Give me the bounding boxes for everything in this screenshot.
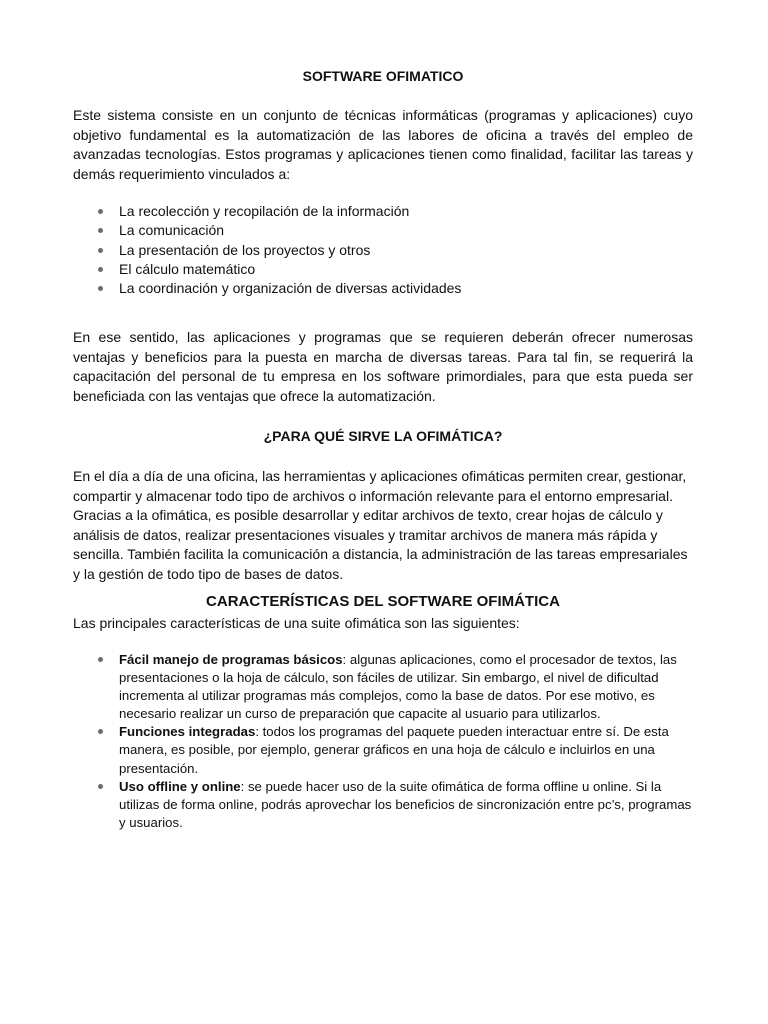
list-item bbox=[73, 723, 693, 777]
list-item: La coordinación y organización de diversas actividades bbox=[73, 279, 693, 298]
section-heading-purpose: ¿PARA QUÉ SIRVE LA OFIMÁTICA? bbox=[263, 428, 503, 445]
feature-term: Fácil manejo de programas básicos bbox=[119, 651, 343, 667]
feature-text: : se puede hacer uso de la suite ofimática de forma offline u online. Si la utilizas de forma online, podrás aprovechar los beneficios de sincronización entre pc’s, programas y usuarios. bbox=[119, 778, 692, 830]
features-list bbox=[73, 651, 693, 832]
purpose-paragraph: En el día a día de una oficina, las herramientas y aplicaciones ofimáticas permiten crear, gestionar, compartir y almacenar todo tipo de archivos o información relevante para el entorno empresarial. Gracias a la ofimática, es posible desarrollar y editar archivos de texto, crear hojas de cálculo y análisis de datos, realizar presentaciones visuales y tramitar archivos de manera más rápida y sencilla. También facilita la comunicación a distancia, la administración de las tareas empresariales y la gestión de todo tipo de bases de datos. bbox=[73, 468, 688, 582]
list-item bbox=[73, 651, 693, 723]
feature-term: Funciones integradas bbox=[119, 724, 256, 740]
features-intro: Las principales características de una suite ofimática son las siguientes: bbox=[73, 615, 520, 632]
document-title: SOFTWARE OFIMATICO bbox=[302, 68, 464, 84]
document-body bbox=[73, 67, 693, 832]
list-item: La comunicación bbox=[73, 221, 693, 240]
list-item: El cálculo matemático bbox=[73, 260, 693, 279]
feature-text: : todos los programas del paquete pueden interactuar entre sí. De esta manera, es posible, por ejemplo, generar gráficos en una hoja de cálculo e incluirlos en una presentación. bbox=[119, 724, 669, 776]
feature-text: : algunas aplicaciones, como el procesador de textos, las presentaciones o la hoja de cálculo, son fáciles de utilizar. Sin embargo, el nivel de dificultad incrementa al utilizar programas más complejos, como la base de datos. Por ese motivo, es necesario realizar un curso de preparación que capacite al usuario para utilizarlos. bbox=[119, 651, 677, 722]
feature-term: Uso offline y online bbox=[119, 778, 241, 794]
intro-paragraph: Este sistema consiste en un conjunto de técnicas informáticas (programas y aplicaciones) cuyo objetivo fundamental es la automatización de las labores de oficina a través del empleo de avanzadas tecnologías. Estos programas y aplicaciones tienen como finalidad, facilitar las tareas y demás requerimiento vinculados a: bbox=[73, 107, 693, 182]
list-item bbox=[73, 778, 693, 832]
list-item: La presentación de los proyectos y otros bbox=[73, 241, 693, 260]
section-heading-features: CARACTERÍSTICAS DEL SOFTWARE OFIMÁTICA bbox=[206, 593, 560, 611]
tasks-list bbox=[73, 202, 693, 298]
list-item: La recolección y recopilación de la información bbox=[73, 202, 693, 221]
automation-paragraph: En ese sentido, las aplicaciones y programas que se requieren deberán ofrecer numerosas ventajas y beneficios para la puesta en marcha de diversas tareas. Para tal fin, se requerirá la capacitación del personal de tu empresa en los software primordiales, para que esta pueda ser beneficiada con las ventajas que ofrece la automatización. bbox=[73, 329, 693, 404]
